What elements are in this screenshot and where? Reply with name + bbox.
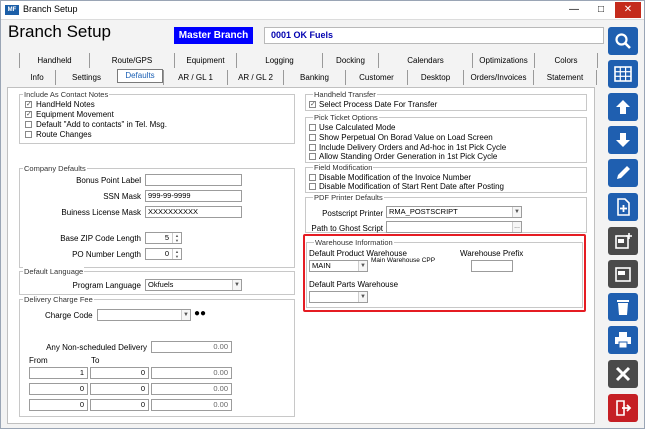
delivery-fee-title: Delivery Charge Fee [24, 295, 93, 304]
pencil-icon[interactable] [608, 159, 638, 187]
tab-equipment[interactable]: Equipment [174, 53, 236, 68]
tab-banking[interactable]: Banking [283, 70, 345, 85]
new-document-icon[interactable] [608, 193, 638, 221]
include-contact-title: Include As Contact Notes [24, 90, 109, 99]
calculated-mode-checkbox[interactable] [309, 124, 316, 131]
ssn-mask-label: SSN Mask [103, 192, 141, 201]
postscript-printer-value: RMA_POSTSCRIPT [389, 207, 458, 216]
equipment-movement-checkbox[interactable]: ✓ [26, 111, 32, 118]
amount-input-1[interactable]: 0.00 [151, 367, 232, 379]
tab-ar-gl-1[interactable]: AR / GL 1 [163, 70, 227, 85]
app-icon: MF [5, 5, 19, 15]
ghost-script-label: Path to Ghost Script [311, 224, 383, 233]
arrow-up-icon[interactable] [608, 93, 638, 121]
license-mask-label: Buiness License Mask [61, 208, 141, 217]
ssn-mask-input[interactable]: 999-99-9999 [145, 190, 242, 202]
add-to-contacts-checkbox[interactable] [25, 121, 32, 128]
tab-handheld[interactable]: Handheld [19, 53, 89, 68]
postscript-printer-label: Postscript Printer [322, 209, 383, 218]
tab-statement[interactable]: Statement [533, 70, 597, 85]
pdf-defaults-title: PDF Printer Defaults [314, 193, 383, 202]
perpetual-value-label: Show Perpetual On Borad Value on Load Screen [319, 133, 493, 142]
po-length-value: 0 [164, 249, 169, 258]
field-mod-title: Field Modification [314, 163, 373, 172]
from-label: From [29, 356, 48, 365]
route-changes-checkbox[interactable] [25, 131, 32, 138]
tab-docking[interactable]: Docking [322, 53, 378, 68]
tab-colors[interactable]: Colors [534, 53, 598, 68]
standing-order-checkbox[interactable] [309, 153, 316, 160]
minimize-icon[interactable]: — [569, 4, 579, 15]
chevron-down-icon[interactable]: ▼ [358, 292, 367, 302]
branch-name-field: 0001 OK Fuels [264, 27, 604, 44]
chevron-down-icon[interactable]: ▼ [512, 207, 521, 217]
tab-logging[interactable]: Logging [236, 53, 322, 68]
equipment-movement-label: Equipment Movement [36, 110, 114, 119]
binoculars-icon[interactable]: ●● [194, 308, 207, 319]
zip-length-label: Base ZIP Code Length [60, 234, 141, 243]
to-input-2[interactable]: 0 [90, 383, 149, 395]
disable-rent-date-label: Disable Modification of Start Rent Date after Posting [319, 182, 504, 191]
zip-length-value: 5 [164, 233, 169, 242]
tab-ar-gl-2[interactable]: AR / GL 2 [227, 70, 283, 85]
exit-icon[interactable] [608, 394, 638, 422]
card-icon[interactable] [608, 260, 638, 288]
disable-rent-date-checkbox[interactable] [309, 183, 316, 190]
to-input-1[interactable]: 0 [90, 367, 149, 379]
route-changes-label: Route Changes [36, 130, 92, 139]
charge-code-label: Charge Code [45, 311, 93, 320]
chevron-down-icon[interactable]: ▼ [181, 310, 190, 320]
spinner-icon[interactable]: ▲ ▼ [172, 233, 181, 243]
close-icon[interactable]: ✕ [615, 2, 641, 18]
tab-calendars[interactable]: Calendars [378, 53, 472, 68]
title-bar [1, 1, 644, 20]
warehouse-title: Warehouse Information [315, 238, 393, 247]
product-warehouse-label: Default Product Warehouse [309, 249, 407, 258]
include-delivery-label: Include Delivery Orders and Ad-hoc in 1st Pick Cycle [319, 143, 507, 152]
grid-icon[interactable] [608, 60, 638, 88]
tab-desktop[interactable]: Desktop [407, 70, 463, 85]
printer-icon[interactable] [608, 326, 638, 354]
search-icon[interactable] [608, 27, 638, 55]
add-to-contacts-label: Default "Add to contacts" in Tel. Msg. [36, 120, 167, 129]
from-input-1[interactable]: 1 [29, 367, 88, 379]
license-mask-input[interactable]: XXXXXXXXXX [145, 206, 242, 218]
handheld-notes-checkbox[interactable]: ✓ [26, 101, 32, 108]
pick-ticket-title: Pick Ticket Options [314, 113, 378, 122]
product-warehouse-name: Main Warehouse CPP [371, 257, 436, 264]
add-card-icon[interactable] [608, 227, 638, 255]
amount-input-3[interactable]: 0.00 [151, 399, 232, 411]
ghost-script-input[interactable] [386, 221, 522, 233]
browse-button[interactable]: ... [512, 222, 521, 232]
close-x-icon[interactable] [608, 360, 638, 388]
program-language-label: Program Language [72, 281, 141, 290]
program-language-value: Okfuels [148, 280, 174, 289]
trash-icon[interactable] [608, 293, 638, 321]
to-label: To [91, 356, 100, 365]
disable-invoice-checkbox[interactable] [309, 174, 316, 181]
parts-warehouse-label: Default Parts Warehouse [309, 280, 399, 289]
bonus-point-label: Bonus Point Label [76, 176, 141, 185]
product-warehouse-value: MAIN [312, 261, 331, 270]
program-language-select[interactable] [145, 279, 242, 291]
tab-optimizations[interactable]: Optimizations [472, 53, 534, 68]
handheld-notes-label: HandHeld Notes [36, 100, 95, 109]
zip-length-input[interactable] [145, 232, 182, 244]
highlight-box [303, 234, 586, 312]
amount-input-2[interactable]: 0.00 [151, 383, 232, 395]
spinner-icon[interactable]: ▲ ▼ [172, 249, 181, 259]
from-input-2[interactable]: 0 [29, 383, 88, 395]
perpetual-value-checkbox[interactable] [309, 134, 316, 141]
tab-defaults[interactable]: Defaults [117, 69, 163, 83]
postscript-printer-select[interactable] [386, 206, 522, 218]
include-delivery-checkbox[interactable] [309, 144, 316, 151]
tab-orders-invoices[interactable]: Orders/Invoices [463, 70, 533, 85]
to-input-3[interactable]: 0 [90, 399, 149, 411]
chevron-down-icon[interactable]: ▼ [232, 280, 241, 290]
default-language-title: Default Language [24, 267, 84, 276]
handheld-transfer-title: Handheld Transfer [314, 90, 376, 99]
warehouse-prefix-label: Warehouse Prefix [460, 249, 524, 258]
tab-info[interactable]: Info [30, 73, 44, 82]
standing-order-label: Allow Standing Order Generation in 1st Pick Cycle [319, 152, 498, 161]
process-date-checkbox[interactable]: ✓ [310, 101, 316, 108]
tab-settings[interactable]: Settings [55, 70, 117, 85]
po-length-label: PO Number Length [72, 250, 141, 259]
page-title: Branch Setup [8, 22, 112, 41]
calculated-mode-label: Use Calculated Mode [319, 123, 396, 132]
bonus-point-input[interactable] [145, 174, 242, 186]
arrow-down-icon[interactable] [608, 126, 638, 154]
company-defaults-title: Company Defaults [24, 164, 86, 173]
po-length-input[interactable] [145, 248, 182, 260]
chevron-down-icon[interactable]: ▼ [358, 261, 367, 271]
from-input-3[interactable]: 0 [29, 399, 88, 411]
disable-invoice-label: Disable Modification of the Invoice Number [319, 173, 472, 182]
charge-code-select[interactable] [97, 309, 191, 321]
process-date-label: Select Process Date For Transfer [319, 100, 438, 109]
tab-route-gps[interactable]: Route/GPS [89, 53, 174, 68]
window-title: Branch Setup [23, 4, 78, 14]
tab-customer[interactable]: Customer [345, 70, 407, 85]
non-scheduled-input[interactable]: 0.00 [151, 341, 232, 353]
master-branch-badge: Master Branch [174, 27, 253, 44]
non-scheduled-label: Any Non-scheduled Delivery [46, 343, 147, 352]
maximize-icon[interactable]: □ [597, 4, 605, 15]
